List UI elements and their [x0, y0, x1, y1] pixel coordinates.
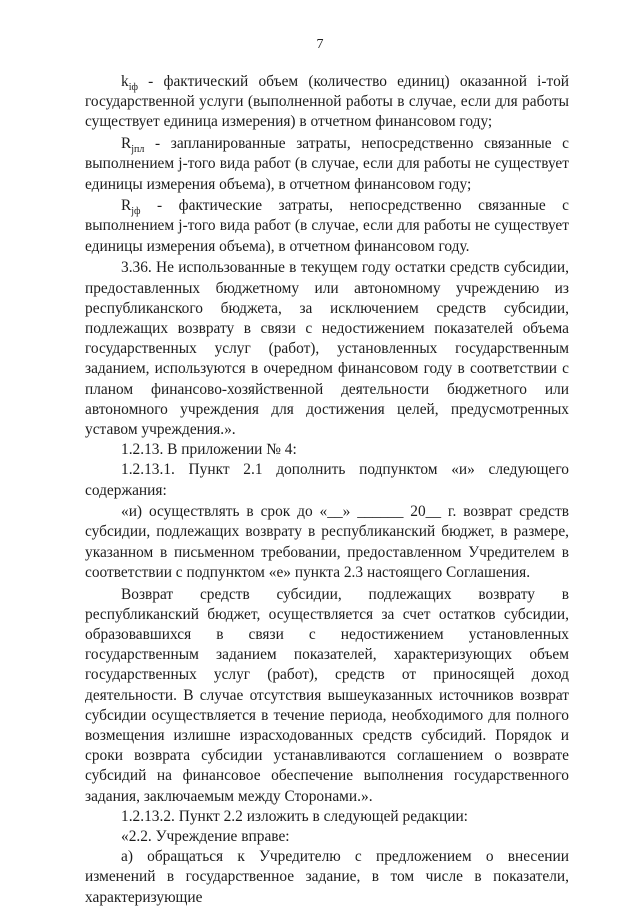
definition-text: - запланированные затраты, непосредственно связанные с выполнением j-того вида работ (в случае, если для работы не существует единицы измерения объема), в отчетном финансовом году;: [85, 135, 569, 193]
page-number: 7: [316, 37, 324, 52]
paragraph-subsidy-return: Возврат средств субсидии, подлежащих возврату в республиканский бюджет, осуществляется за счет остатков субсидии, образовавшихся в связи с недостижением установленных государственным заданием показателей, характеризующих объем государственных услуг (работ), средств от приносящей доход деятельности. В случае отсутствия вышеуказанных источников возврат субсидии осуществляется в течение периода, необходимого для полного возмещения излишне израсходованных средств субсидий. Порядок и сроки возврата субсидии устанавливаются соглашением о возврате субсидий на финансовое обеспечение выполнения государственного задания, заключаемым между Сторонами.».: [85, 585, 569, 805]
definition-r-jf: [85, 196, 569, 257]
paragraph-1-2-13-1: 1.2.13.1. Пункт 2.1 дополнить подпунктом «и» следующего содержания:: [85, 461, 569, 499]
subscript-jpl: jпл: [131, 144, 145, 156]
paragraph-3-36: 3.36. Не использованные в текущем году остатки средств субсидии, предоставленных бюджетному или автономному учреждению из республиканского бюджета, за исключением средств субсидии, подлежащих возврату в связи с недостижением показателей объема государственных услуг (работ), установленных государственным заданием, используются в очередном финансовом году в соответствии с планом финансово-хозяйственной деятельности бюджетного или автономного учреждения для достижения целей, предусмотренных уставом учреждения.».: [85, 259, 569, 438]
symbol-r: R: [121, 135, 132, 153]
definition-text: - фактический объем (количество единиц) оказанной i-той государственной услуги (выполненной работы в случае, если для работы существует единица измерения) в отчетном финансовом году;: [85, 73, 569, 131]
paragraph-subitem-i: «и) осуществлять в срок до «__» ______ 20__ г. возврат средств субсидии, подлежащих возврату в республиканский бюджет, в размере, указанном в письменном требовании, предоставленном Учредителем в соответствии с подпунктом «е» пункта 2.3 настоящего Соглашения.: [85, 503, 569, 581]
paragraph-1-2-13: 1.2.13. В приложении № 4:: [121, 441, 297, 459]
symbol-k: k: [121, 73, 129, 90]
paragraph-subitem-a: а) обращаться к Учредителю с предложением о внесении изменений в государственное задание, в том числе в показатели, характеризующие: [85, 848, 569, 906]
definition-r-jpl: [85, 134, 569, 195]
subscript-jf: jф: [131, 206, 141, 218]
document-body: [85, 72, 569, 908]
definition-text: - фактические затраты, непосредственно связанные с выполнением j-того вида работ (в случае, если для работы не существует единицы измерения объема), в отчетном финансовом году.: [85, 197, 569, 255]
definition-k-if: [85, 72, 569, 133]
symbol-r: R: [121, 197, 132, 215]
paragraph-2-2: «2.2. Учреждение вправе:: [121, 828, 290, 846]
paragraph-1-2-13-2: 1.2.13.2. Пункт 2.2 изложить в следующей редакции:: [121, 807, 468, 825]
subscript-if: iф: [128, 82, 138, 94]
